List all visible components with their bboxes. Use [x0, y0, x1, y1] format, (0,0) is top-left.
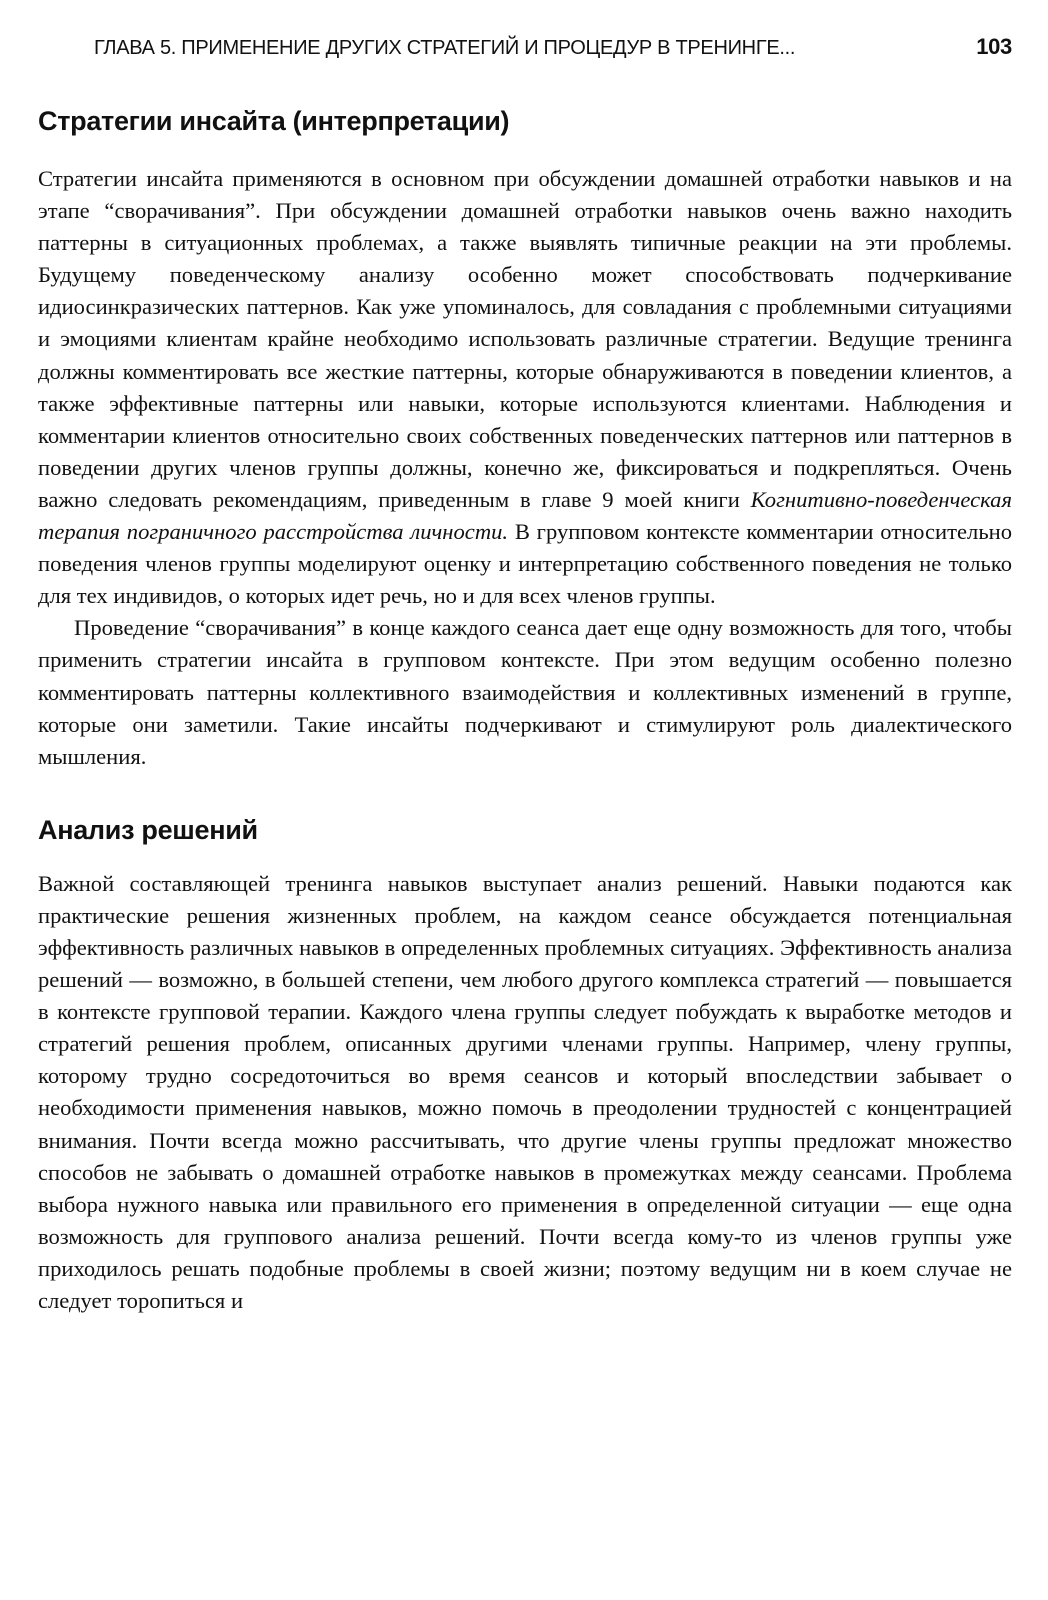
- paragraph-solution-analysis-1: Важной составляющей тренинга навыков выступает анализ решений. Навыки подаются как практические решения жизненных проблем, на каждом сеансе обсуждается потенциальная эффективность различных навыков в определенных проблемных ситуациях. Эффективность анализа решений — возможно, в большей степени, чем любого другого комплекса стратегий — повышается в контексте групповой терапии. Каждого члена группы следует побуждать к выработке методов и стратегий решения проблем, описанных другими членами группы. Например, члену группы, которому трудно сосредоточиться во время сеансов и который впоследствии забывает о необходимости применения навыков, можно помочь в преодолении трудностей с концентрацией внимания. Почти всегда можно рассчитывать, что другие члены группы предложат множество способов не забывать о домашней отработке навыков в промежутках между сеансами. Проблема выбора нужного навыка или правильного его применения в определенной ситуации — еще одна возможность для группового анализа решений. Почти всегда кому-то из членов группы уже приходилось решать подобные проблемы в своей жизни; поэтому ведущим ни в коем случае не следует торопиться и: [38, 870, 1012, 1313]
- paragraph-text: В групповом контексте комментарии относительно поведения членов группы моделируют оценку и интерпретацию собственного поведения не только для тех индивидов, о которых идет речь, но и для всех членов группы.: [38, 519, 1013, 609]
- paragraph-insight-1: [38, 163, 1012, 612]
- running-header: [94, 34, 1012, 70]
- book-title: Когнитивно-поведенческая терапия пограничного расстройства личности.: [38, 486, 1012, 545]
- paragraph-insight-2: Проведение “сворачивания” в конце каждого сеанса дает еще одну возможность для того, чтобы применить стратегии инсайта в групповом контексте. При этом ведущим особенно полезно комментировать паттерны коллективного взаимодействия и коллективных изменений в группе, которые они заметили. Такие инсайты подчеркивают и стимулируют роль диалектического мышления.: [38, 615, 1012, 769]
- section-heading-solution-analysis: Анализ решений: [38, 814, 258, 845]
- section-heading-insight: Стратегии инсайта (интерпретации): [38, 106, 510, 136]
- page-number: 103: [976, 34, 1012, 59]
- paragraph-text: Стратегии инсайта применяются в основном при обсуждении домашней отработки навыков и на этапе “сворачивания”. При обсуждении домашней отработки навыков очень важно находить паттерны в ситуационных проблемах, а также выявлять типичные реакции на эти проблемы. Будущему поведенческому анализу особенно может способствовать подчеркивание идиосинкразических паттернов. Как уже упоминалось, для совладания с проблемными ситуациями и эмоциями клиентам крайне необходимо использовать различные стратегии. Ведущие тренинга должны комментировать все жесткие паттерны, которые обнаруживаются в поведении клиентов, а также эффективные паттерны или навыки, которые используются клиентами. Наблюдения и комментарии клиентов относительно своих собственных поведенческих паттернов или паттернов в поведении других членов группы должны, конечно же, фиксироваться и подкрепляться. Очень важно следовать рекомендациям, приведенным в главе 9 моей книги: [38, 166, 1012, 512]
- running-title: ГЛАВА 5. ПРИМЕНЕНИЕ ДРУГИХ СТРАТЕГИЙ И ПРОЦЕДУР В ТРЕНИНГЕ...: [94, 37, 796, 59]
